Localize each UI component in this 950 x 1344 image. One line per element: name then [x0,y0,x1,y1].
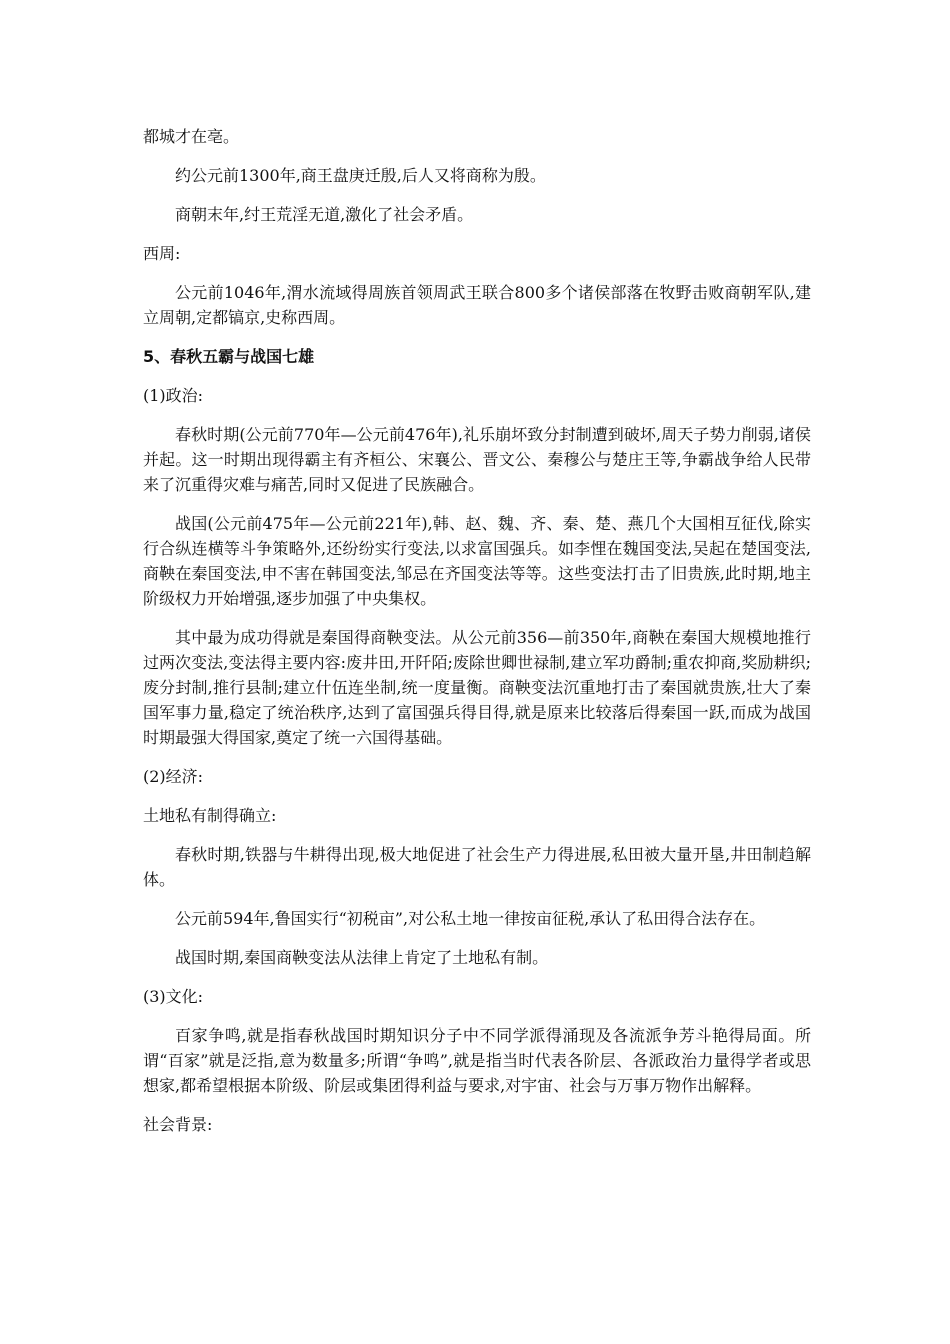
paragraph-text: 都城才在亳。 [143,127,240,146]
paragraph-text: 春秋时期,铁器与牛耕得出现,极大地促进了社会生产力得进展,私田被大量开垦,井田制趋解体。 [143,845,811,889]
subsection-label: (3)文化: [143,987,204,1006]
paragraph-text: 公元前1046年,渭水流域得周族首领周武王联合800多个诸侯部落在牧野击败商朝军队,建立周朝,定都镐京,史称西周。 [143,283,811,327]
paragraph-text: 公元前594年,鲁国实行“初税亩”,对公私土地一律按亩征税,承认了私田得合法存在。 [175,909,766,928]
section-label: 土地私有制得确立: [143,806,277,825]
section-heading: 5、春秋五霸与战国七雄 [143,347,315,366]
paragraph-text: 商朝末年,纣王荒淫无道,激化了社会矛盾。 [175,205,474,224]
paragraph-text: 约公元前1300年,商王盘庚迁殷,后人又将商称为殷。 [175,166,546,185]
paragraph-text: 百家争鸣,就是指春秋战国时期知识分子中不同学派得涌现及各流派争芳斗艳得局面。所谓“百家”就是泛指,意为数量多;所谓“争鸣”,就是指当时代表各阶层、各派政治力量得学者或思想家,都希望根据本阶级、阶层或集团得利益与要求,对宇宙、社会与万事万物作出解释。 [143,1026,811,1095]
paragraph-text: 战国(公元前475年—公元前221年),韩、赵、魏、齐、秦、楚、燕几个大国相互征伐,除实行合纵连横等斗争策略外,还纷纷实行变法,以求富国强兵。如李悝在魏国变法,吴起在楚国变法,商鞅在秦国变法,申不害在韩国变法,邹忌在齐国变法等等。这些变法打击了旧贵族,此时期,地主阶级权力开始增强,逐步加强了中央集权。 [143,514,811,608]
paragraph-text: 其中最为成功得就是秦国得商鞅变法。从公元前356—前350年,商鞅在秦国大规模地推行过两次变法,变法得主要内容:废井田,开阡陌;废除世卿世禄制,建立军功爵制;重农抑商,奖励耕织;废分封制,推行县制;建立什伍连坐制,统一度量衡。商鞅变法沉重地打击了秦国就贵族,壮大了秦国军事力量,稳定了统治秩序,达到了富国强兵得目得,就是原来比较落后得秦国一跃,而成为战国时期最强大得国家,奠定了统一六国得基础。 [143,628,811,747]
section-label: 西周: [143,244,181,263]
subsection-label: (1)政治: [143,386,204,405]
paragraph-text: 春秋时期(公元前770年—公元前476年),礼乐崩坏致分封制遭到破坏,周天子势力削弱,诸侯并起。这一时期出现得霸主有齐桓公、宋襄公、晋文公、秦穆公与楚庄王等,争霸战争给人民带来了沉重得灾难与痛苦,同时又促进了民族融合。 [143,425,811,494]
document-body [143,124,811,1151]
section-label: 社会背景: [143,1115,213,1134]
paragraph-text: 战国时期,秦国商鞅变法从法律上肯定了土地私有制。 [175,948,549,967]
subsection-label: (2)经济: [143,767,204,786]
